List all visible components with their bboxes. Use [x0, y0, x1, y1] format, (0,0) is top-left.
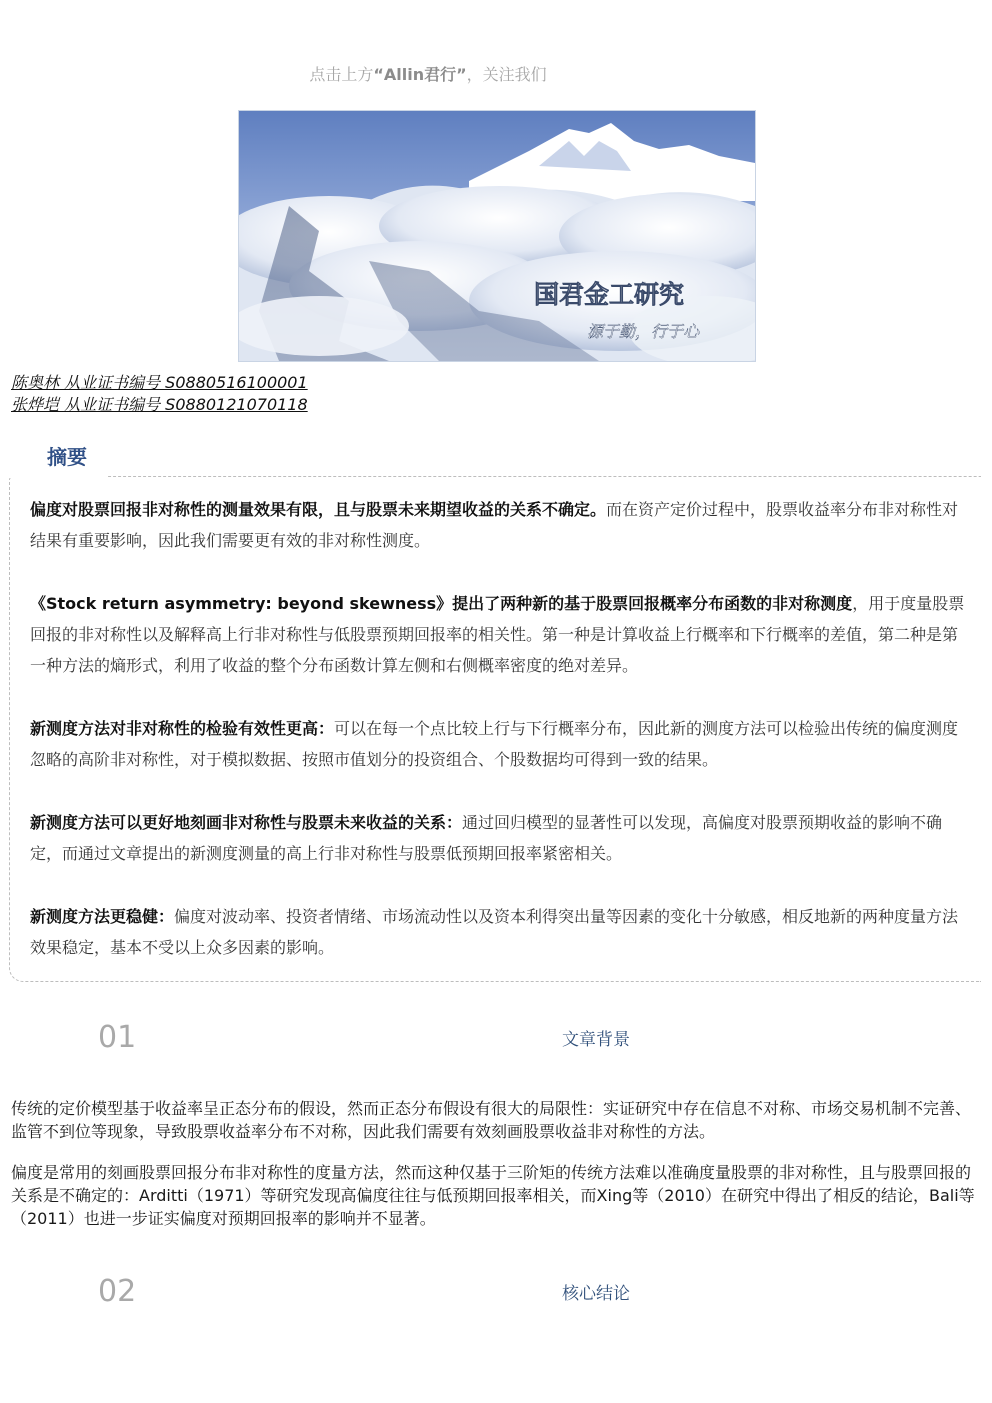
paragraph-lead: 新测度方法对非对称性的检验有效性更高：	[30, 719, 335, 738]
section-title: 文章背景	[562, 1030, 630, 1050]
abstract-title: 摘要	[47, 445, 87, 469]
body-paragraph: 传统的定价模型基于收益率呈正态分布的假设，然而正态分布假设有很大的局限性：实证研究中存在信息不对称、市场交易机制不完善、监管不到位等现象，导致股票收益率分布不对称，因此我们需要有效刻画股票收益非对称性的方法。	[11, 1099, 972, 1141]
mountain-clouds-illustration	[239, 111, 755, 361]
follow-prompt	[0, 62, 856, 85]
paragraph-text: 通过回归模型的显著性可以发现，高偏度对股票预期收益的影响不确定，而通过文章提出的新测度测量的高上行非对称性与股票低预期回报率紧密相关。	[30, 813, 943, 863]
paragraph-text: ，用于度量股票回报的非对称性以及解释高上行非对称性与低股票预期回报率的相关性。第一种是计算收益上行概率和下行概率的差值，第二种是第一种方法的熵形式，利用了收益的整个分布函数计算左侧和右侧概率密度的绝对差异。	[30, 594, 965, 675]
follow-prefix: 点击上方	[309, 65, 374, 84]
abstract-paragraph	[30, 494, 965, 556]
body-paragraph: 偏度是常用的刻画股票回报分布非对称性的度量方法，然而这种仅基于三阶矩的传统方法难以准确度量股票的非对称性，且与股票回报的关系是不确定的：Arditti（1971）等研究发现高偏度往往与低预期回报率相关，而Xing等（2010）在研究中得出了相反的结论，Bali等（2011）也进一步证实偏度对预期回报率的影响并不显著。	[11, 1163, 975, 1228]
abstract-paragraph	[30, 807, 965, 869]
paragraph-text: 可以在每一个点比较上行与下行概率分布，因此新的测度方法可以检验出传统的偏度测度忽略的高阶非对称性，对于模拟数据、按照市值划分的投资组合、个股数据均可得到一致的结果。	[30, 719, 959, 769]
banner-image	[238, 110, 756, 362]
paragraph-lead: 《Stock return asymmetry: beyond skewness》提出了两种新的基于股票回报概率分布函数的非对称测度	[30, 594, 853, 613]
banner-subtitle: 源于勤，行于心	[587, 322, 700, 341]
author-line[interactable]: 张烨垲 从业证书编号 S0880121070118	[11, 395, 308, 414]
abstract-paragraph	[30, 901, 965, 963]
banner-title: 国君金工研究	[534, 280, 685, 309]
author-list	[11, 372, 308, 416]
section-number: 01	[98, 1020, 137, 1055]
paragraph-lead: 新测度方法可以更好地刻画非对称性与股票未来收益的关系：	[30, 813, 463, 832]
abstract-paragraph	[30, 713, 965, 775]
paragraph-text: 偏度对波动率、投资者情绪、市场流动性以及资本利得突出量等因素的变化十分敏感，相反地新的两种度量方法效果稳定，基本不受以上众多因素的影响。	[30, 907, 959, 957]
paragraph-text: 而在资产定价过程中，股票收益率分布非对称性对结果有重要影响，因此我们需要更有效的非对称性测度。	[30, 500, 959, 550]
paragraph-lead: 偏度对股票回报非对称性的测量效果有限，且与股票未来期望收益的关系不确定。	[30, 500, 607, 519]
section-number: 02	[98, 1274, 137, 1309]
section-title: 核心结论	[562, 1284, 630, 1304]
abstract-paragraph	[30, 588, 965, 681]
follow-suffix: ，关注我们	[466, 65, 547, 84]
author-line[interactable]: 陈奥林 从业证书编号 S0880516100001	[11, 373, 308, 392]
account-name[interactable]: “Allin君行”	[373, 65, 467, 84]
paragraph-lead: 新测度方法更稳健：	[30, 907, 175, 926]
